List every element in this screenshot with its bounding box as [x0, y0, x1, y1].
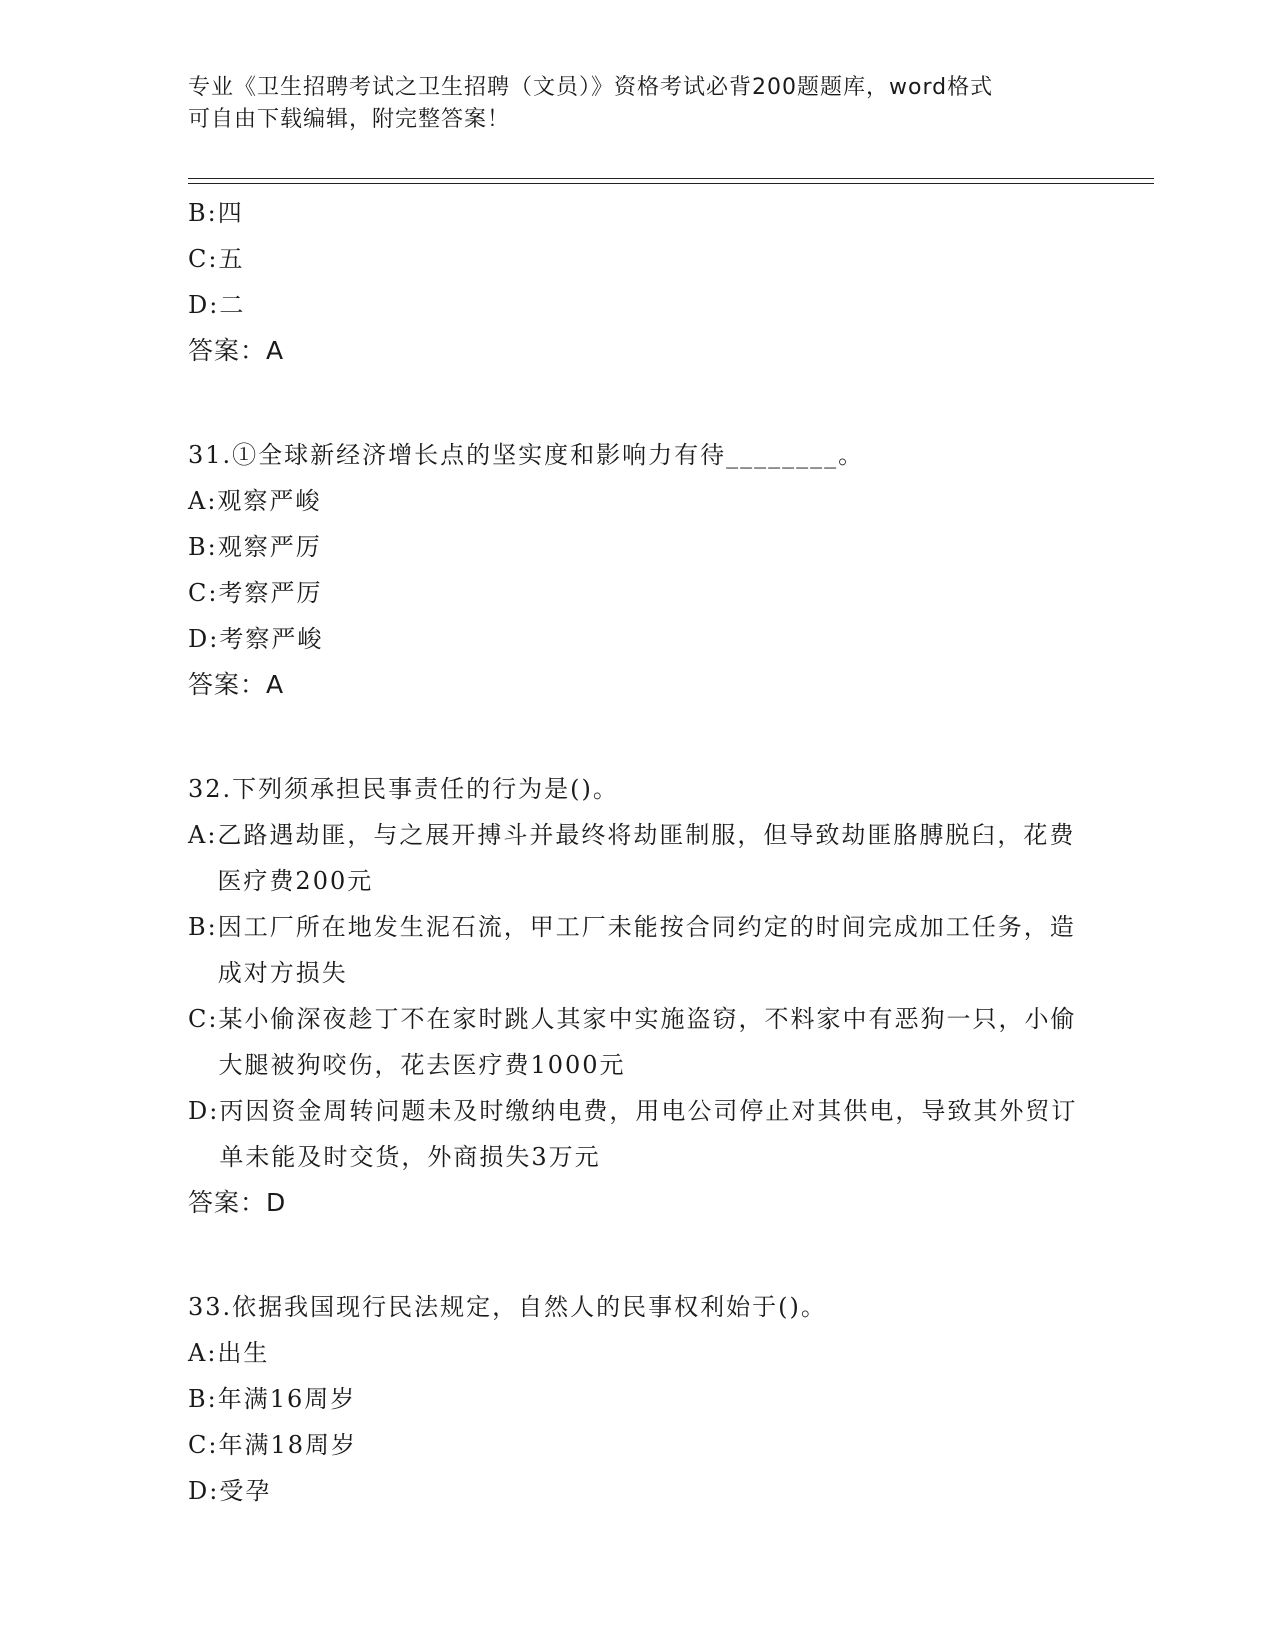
question-30-continued — [188, 190, 1088, 374]
question-stem: 33.依据我国现行民法规定，自然人的民事权利始于()。 — [188, 1293, 827, 1321]
option-d: D: 二 — [188, 291, 246, 319]
header-line-1: 专业《卫生招聘考试之卫生招聘（文员）》资格考试必背200题题库，word格式 — [188, 75, 994, 100]
answer-label: 答案：D — [188, 1188, 287, 1217]
option-d: D: 考察严峻 — [188, 625, 324, 653]
option-a: A: 出生 — [188, 1339, 270, 1367]
question-31 — [188, 432, 1088, 708]
answer-label: 答案：A — [188, 670, 285, 699]
option-a: A: 观察严峻 — [188, 487, 322, 515]
header-rule-top — [188, 178, 1154, 179]
option-c: C: 某小偷深夜趁丁不在家时跳人其家中实施盗窃，不料家中有恶狗一只，小偷大腿被狗咬伤，花去医疗费1000元 — [188, 1005, 1077, 1079]
header-rule-bottom — [188, 183, 1154, 184]
document-header — [188, 72, 1088, 136]
header-line-2: 可自由下载编辑，附完整答案！ — [188, 107, 511, 132]
option-b: B: 因工厂所在地发生泥石流，甲工厂未能按合同约定的时间完成加工任务，造成对方损失 — [188, 913, 1076, 987]
question-32 — [188, 766, 1088, 1226]
question-33 — [188, 1284, 1088, 1514]
option-b: B: 观察严厉 — [188, 533, 322, 561]
question-stem: 32.下列须承担民事责任的行为是()。 — [188, 775, 619, 803]
option-c: C: 年满18周岁 — [188, 1431, 357, 1459]
option-b: B: 四 — [188, 199, 244, 227]
option-d: D: 受孕 — [188, 1477, 272, 1505]
question-list — [188, 190, 1088, 1514]
question-stem: 31.①全球新经济增长点的坚实度和影响力有待________。 — [188, 441, 865, 469]
option-c: C: 考察严厉 — [188, 579, 323, 607]
option-d: D: 丙因资金周转问题未及时缴纳电费，用电公司停止对其供电，导致其外贸订单未能及时交货，外商损失3万元 — [188, 1097, 1078, 1171]
answer-label: 答案：A — [188, 336, 285, 365]
option-b: B: 年满16周岁 — [188, 1385, 357, 1413]
option-c: C: 五 — [188, 245, 245, 273]
option-a: A: 乙路遇劫匪，与之展开搏斗并最终将劫匪制服，但导致劫匪胳膊脱臼，花费医疗费200元 — [188, 821, 1076, 895]
